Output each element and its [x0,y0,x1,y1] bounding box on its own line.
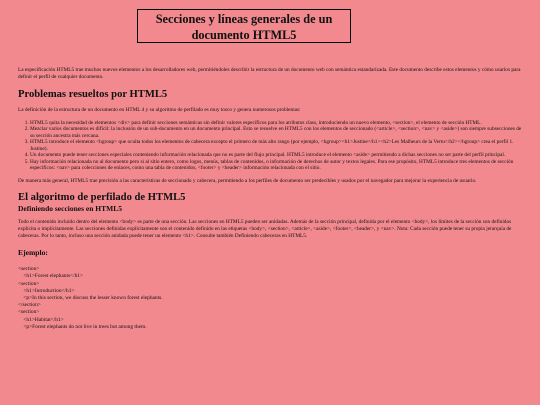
code-line: <h1>Habitat</h1> [18,316,64,323]
section-heading-problems: Problemas resueltos por HTML5 [18,89,168,101]
list-item: 1. HTML5 quita la necesidad de elementos <div> para definir secciones semánticas sin definir valores específicos para los atributos class, introduciendo un nuevo elemento, <section>, el elemento de sección HTML. [30,120,524,127]
code-example [18,266,524,331]
page-title: Secciones y líneas generales de un documento HTML5 [137,9,351,43]
code-line: <h1>Forest elephants</h1> [18,273,84,280]
main-content [18,67,524,331]
section-heading-algorithm: El algoritmo de perfilado de HTML5 [18,192,186,204]
code-line: <h1>Introduction</h1> [18,287,75,294]
code-line: <section> [18,280,40,287]
code-line: <section> [18,309,40,316]
example-heading: Ejemplo: [18,248,48,258]
algorithm-paragraph: Todo el contenido incluido dentro del elemento <body> es parte de una sección. Las secciones en HTML5 pueden ser anidadas. Además de la sección principal, definida por el elemento <body>, los límites de la sección son definidos explícita o implícitamente. Las secciones definidas explícitamente son el contenido definido en las etiquetas <body>, <section>, <article>, <aside>, <footer>, <header>, y <nav>. Nota: Cada sección puede tener su propia jerarquía de cabeceras. Por lo tanto, incluso una sección anidada puede tener un elemento <h1>. Consulte también Definiendo cabeceras en HTML5. [18,219,512,239]
list-item: 4. Un documento puede tener secciones especiales conteniendo información relacionada que no es parte del flujo principal. HTML5 introduce el elemento <aside> permitiendo a dichas secciones no ser parte del perfil principal. [30,152,524,159]
code-line: </section> [18,302,41,309]
list-item: 3. HTML5 introduce el elemento <hgroup> que oculta todos los elementos de cabecera excepto el primero de más alto rango (por ejemplo, <hgroup><h1>Justine</h1><h2>Les Malheurs de la Vertu</h2></hgroup> crea el perfil 1. Justine). [30,139,524,152]
problems-lead: La definición de la estructura de un documento en HTML 4 y su algoritmo de perfilado es muy tosco y genera numerosos problemas: [18,107,301,114]
code-line: <p>In this section, we discuss the lesser known forest elephants. [18,294,163,301]
code-line: <p>Forest elephants do not live in trees but among them. [18,323,147,330]
list-item: 5. Hay información relacionada no al documento pero si al sitio entero, como logos, menús, tablas de contenidos, o información de derechos de autor y textos legales. Para ese propósito, HTML5 introduce tres elementos de sección específicos: <nav> para colecciones de enlaces, como una tabla de contenidos, <footer> y <header> información relacionada con el sitio. [30,159,524,172]
list-item: 2. Mezclar varios documentos es difícil: la inclusión de un sub-documento en un documento principal. Esto se resuelve en HTML5 con los elementos de seccionado (<article>, <section>, <nav> y <aside>) son siempre subsecciones de su sección ancestra más cercana. [30,126,524,139]
problems-list [18,120,524,172]
code-line: <section> [18,266,40,273]
subheading-defining-sections: Definiendo secciones en HTML5 [18,204,122,214]
intro-paragraph: La especificación HTML5 trae muchos nuevos elementos a los desarrolladores web, permitiéndoles describir la estructura de un documento web con semántica estandarizada. Este documento describe estos elementos y cómo usarlos para definir el perfil de cualquier documento. [18,67,521,80]
problems-closing: De manera más general, HTML5 trae precisión a las características de seccionado y cabecera, permitiendo a los perfiles de documento ser predecibles y usados por el navegador para mejorar la experiencia de usuario. [18,177,477,184]
